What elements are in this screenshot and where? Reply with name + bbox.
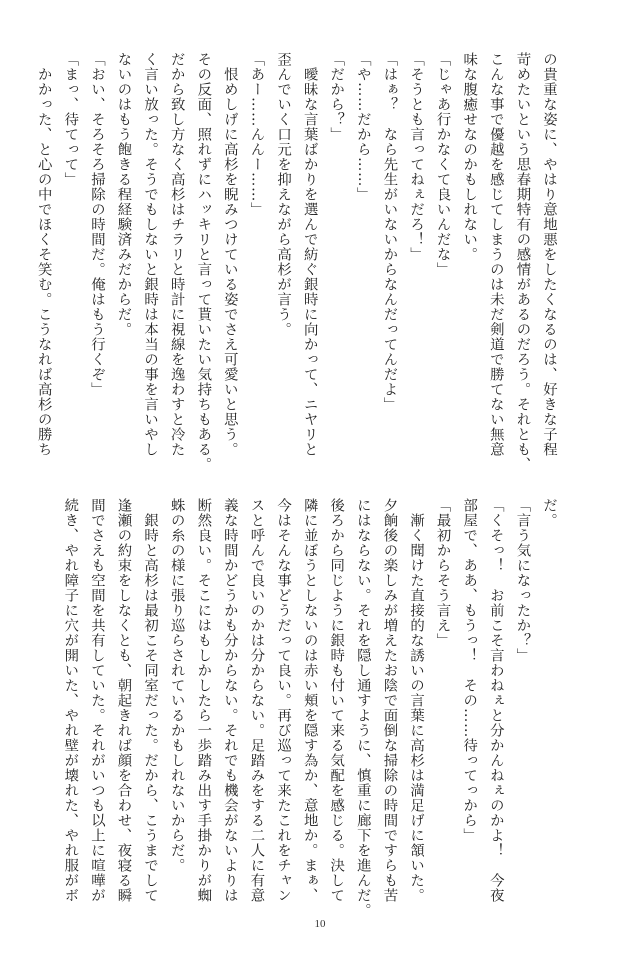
- text-line: 隣に並ぼうとしないのは赤い頬を隠す為か、意地か。まぁ、: [301, 498, 318, 903]
- page-number: 10: [314, 918, 326, 930]
- lower-text-block: [57, 498, 562, 918]
- text-line: その反面、照れずにハッキリと言って貰いたい気持ちもある。: [195, 52, 212, 472]
- text-line: 蛛の糸の様に張り巡らされているかもしれないからだ。: [168, 498, 185, 873]
- upper-text-block: [30, 52, 562, 472]
- dialogue-line: 「そうとも言ってねぇだろ！」: [408, 52, 425, 262]
- text-line: にはならない。それを隠し通すように、慎重に廊下を進んだ。: [354, 498, 371, 918]
- text-line: 苛めたいという思春期特有の感情があるのだろう。それとも、: [514, 52, 531, 472]
- text-line: かかった、と心の中でほくそ笑む。こうなれば高杉の勝ち: [35, 52, 52, 457]
- text-line: 後ろから同じように銀時も付いて来る気配を感じる。決して: [328, 498, 345, 903]
- text-line: ないのはもう飽きる程経験済みだからだ。: [115, 52, 132, 337]
- text-line: こんな事で優越を感じてしまうのは未だ剣道で勝てない無意: [487, 52, 504, 457]
- dialogue-line: 「最初からそう言え」: [434, 498, 451, 648]
- dialogue-line: 「だから？」: [328, 52, 345, 142]
- dialogue-line: 「はぁ？ なら先生がいないからなんだってんだよ」: [381, 52, 398, 412]
- dialogue-line: 「言う気になったか？」: [514, 498, 531, 663]
- text-line: だ。: [541, 498, 557, 528]
- text-line: だから致し方なく高杉はチラリと時計に視線を逸わすと冷た: [168, 52, 185, 457]
- text-line: 逢瀬の約束をしなくとも、朝起きれば顔を合わせ、夜寝る瞬: [115, 498, 132, 903]
- text-line: 義な時間かどうかも分からない。それでも機会がないよりは: [221, 498, 238, 903]
- text-line: 漸く聞けた直接的な誘いの言葉に高杉は満足げに頷いた。: [408, 498, 425, 903]
- text-line: 歪んでいく口元を抑えながら高杉が言う。: [275, 52, 292, 337]
- text-line: スと呼んで良いのかは分からない。足踏みをする二人に有意: [248, 498, 265, 903]
- text-line: 曖昧な言葉ばかりを選んで紡ぐ銀時に向かって、ニヤリと: [301, 52, 318, 457]
- dialogue-line: 「まっ、待てって」: [62, 52, 79, 187]
- dialogue-line: 「くそっ！ お前こそ言わねぇと分かんねぇのかよ！ 今夜: [487, 498, 504, 903]
- dialogue-line: 「じゃあ行かなくて良いんだな」: [434, 52, 451, 277]
- dialogue-line: 「あー……んんー……」: [248, 52, 265, 217]
- text-line: の貴重な姿に、やはり意地悪をしたくなるのは、好きな子程: [541, 52, 557, 457]
- text-line: 銀時と高杉は最初こそ同室だった。だから、こうまでして: [142, 498, 159, 903]
- text-line: 断然良い。そこにはもしかしたら一歩踏み出す手掛かりが蜘: [195, 498, 212, 903]
- text-line: 間でさえも空間を共有していた。それがいつも以上に喧嘩が: [88, 498, 105, 903]
- text-line: く言い放った。そうでもしないと銀時は本当の事を言いやし: [142, 52, 159, 457]
- text-line: 続き、やれ障子に穴が開いた、やれ壁が壊れた、やれ服がボ: [62, 498, 79, 903]
- dialogue-line: 「おい、そろそろ掃除の時間だ。俺はもう行くぞ」: [88, 52, 105, 397]
- text-line: 恨めしげに高杉を睨みつけている姿でさえ可愛いと思う。: [221, 52, 238, 457]
- text-line: 味な腹癒せなのかもしれない。: [461, 52, 478, 262]
- text-line: 今はそんな事どうだって良い。再び巡って来たこれをチャン: [275, 498, 292, 903]
- dialogue-line: 部屋で、ああ、もうっ！ その……待ってっから」: [461, 498, 478, 843]
- text-line: 夕餉後の楽しみが増えたお陰で面倒な掃除の時間ですらも苦: [381, 498, 398, 903]
- dialogue-line: 「や……だから……」: [354, 52, 371, 202]
